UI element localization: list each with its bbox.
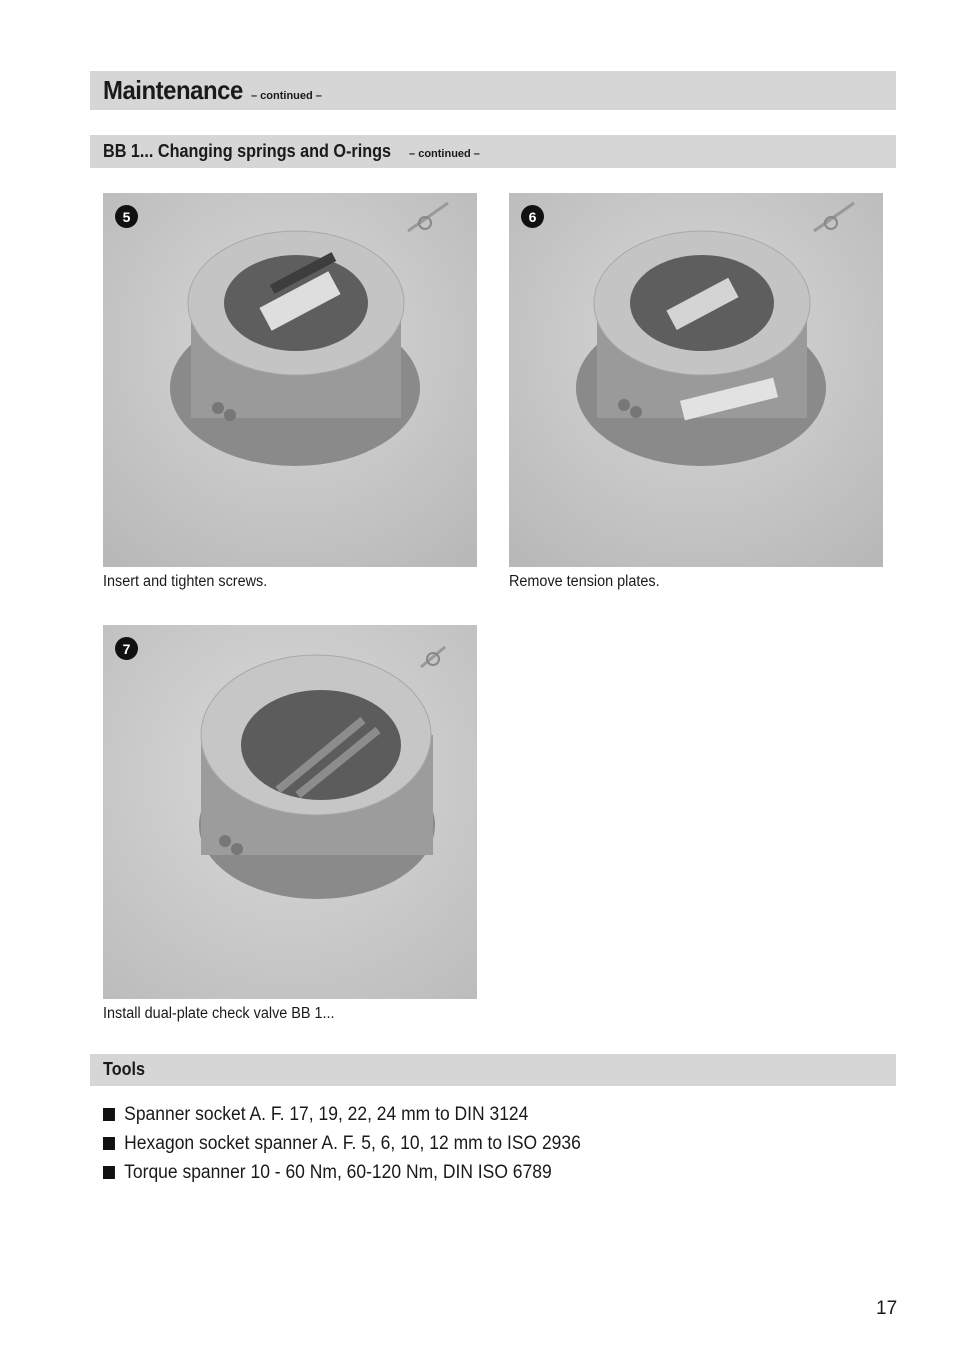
maintenance-header-bar — [90, 71, 896, 110]
step-5-photo — [103, 193, 477, 567]
step-number-badge: 7 — [115, 637, 138, 660]
tools-list — [103, 1100, 622, 1187]
step-number-badge: 6 — [521, 205, 544, 228]
tool-item-text: Spanner socket A. F. 17, 19, 22, 24 mm to DIN 3124 — [124, 1103, 529, 1125]
valve-illustration — [509, 193, 883, 567]
step-7-photo — [103, 625, 477, 999]
section-continued-label: – continued – — [409, 148, 480, 160]
list-item — [103, 1158, 581, 1187]
continued-label: – continued – — [251, 90, 322, 102]
step-6-photo — [509, 193, 883, 567]
list-item — [103, 1100, 581, 1129]
section-header-bar — [90, 135, 896, 168]
bullet-square-icon — [103, 1137, 115, 1150]
bullet-square-icon — [103, 1166, 115, 1179]
section-title: BB 1... Changing springs and O-rings — [103, 141, 392, 161]
tool-item-text: Torque spanner 10 - 60 Nm, 60-120 Nm, DIN ISO 6789 — [124, 1161, 552, 1183]
step-7-caption: Install dual-plate check valve BB 1... — [103, 1005, 335, 1022]
tools-header-bar — [90, 1054, 896, 1086]
list-item — [103, 1129, 581, 1158]
step-6-caption: Remove tension plates. — [509, 573, 660, 590]
valve-illustration — [103, 193, 477, 567]
tools-title: Tools — [103, 1059, 146, 1079]
valve-illustration — [103, 625, 477, 999]
bullet-square-icon — [103, 1108, 115, 1121]
step-number-badge: 5 — [115, 205, 138, 228]
page-number: 17 — [876, 1298, 898, 1319]
tool-item-text: Hexagon socket spanner A. F. 5, 6, 10, 12 mm to ISO 2936 — [124, 1132, 581, 1154]
step-5-caption: Insert and tighten screws. — [103, 573, 268, 590]
page-title: Maintenance — [103, 75, 243, 105]
